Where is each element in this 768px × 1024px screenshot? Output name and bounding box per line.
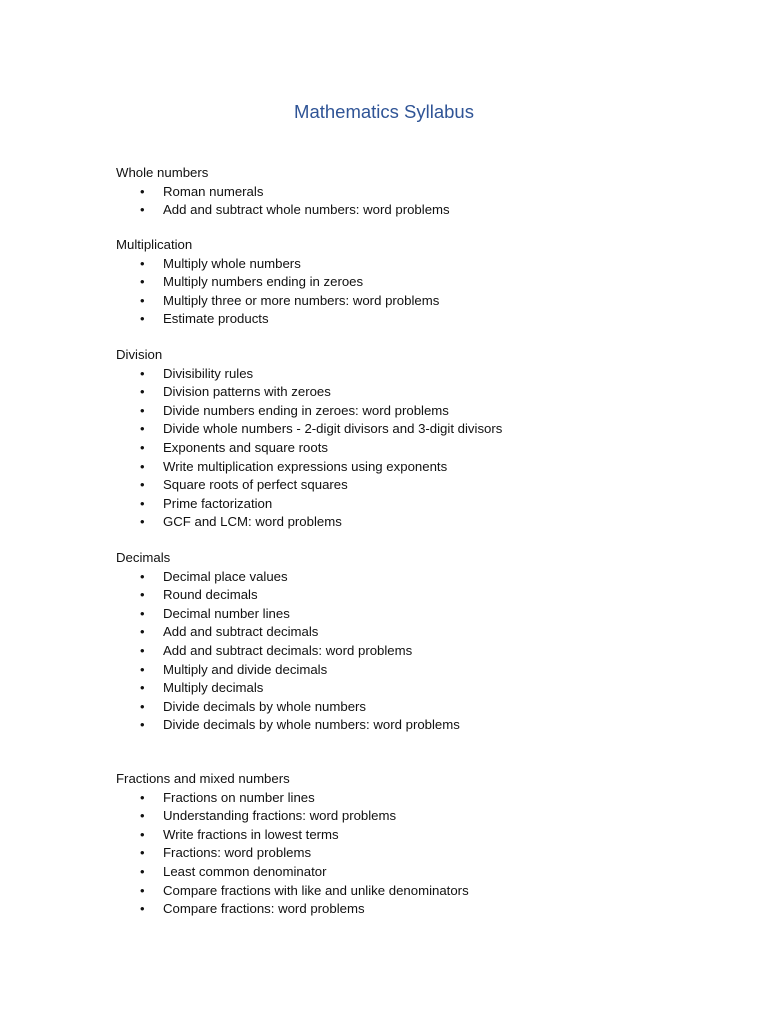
- list-item-text: Add and subtract whole numbers: word problems: [163, 202, 450, 218]
- list-item-text: Decimal number lines: [163, 605, 290, 621]
- bullet-icon: •: [140, 605, 145, 621]
- list-item-text: Exponents and square roots: [163, 439, 328, 455]
- list-item-text: Multiply three or more numbers: word problems: [163, 292, 440, 308]
- topic-list: [116, 789, 716, 919]
- bullet-icon: •: [140, 202, 145, 218]
- bullet-icon: •: [140, 439, 145, 455]
- list-item: [116, 458, 716, 477]
- bullet-icon: •: [140, 789, 145, 805]
- list-item: [116, 255, 716, 274]
- list-item: [116, 789, 716, 808]
- section-heading: Division: [116, 347, 163, 362]
- bullet-icon: •: [140, 421, 145, 437]
- list-item-text: Understanding fractions: word problems: [163, 808, 397, 824]
- list-item-text: Divide decimals by whole numbers: [163, 698, 367, 714]
- list-item: [116, 513, 716, 532]
- list-item: [116, 623, 716, 642]
- list-item: [116, 420, 716, 439]
- list-item-text: GCF and LCM: word problems: [163, 514, 342, 530]
- bullet-icon: •: [140, 568, 145, 584]
- topic-list: [116, 183, 716, 220]
- list-item: [116, 586, 716, 605]
- bullet-icon: •: [140, 384, 145, 400]
- list-item-text: Compare fractions with like and unlike denominators: [163, 882, 469, 898]
- list-item: [116, 642, 716, 661]
- list-item-text: Divide whole numbers - 2-digit divisors and 3-digit divisors: [163, 421, 503, 437]
- list-item-text: Multiply numbers ending in zeroes: [163, 274, 364, 290]
- list-item-text: Decimal place values: [163, 568, 288, 584]
- list-item-text: Least common denominator: [163, 863, 327, 879]
- section-fractions-and-mixed-numbers: [116, 770, 716, 919]
- section-multiplication: [116, 236, 716, 329]
- list-item: [116, 863, 716, 882]
- bullet-icon: •: [140, 845, 145, 861]
- list-item-text: Add and subtract decimals: [163, 624, 319, 640]
- bullet-icon: •: [140, 292, 145, 308]
- bullet-icon: •: [140, 863, 145, 879]
- list-item: [116, 439, 716, 458]
- bullet-icon: •: [140, 311, 145, 327]
- section-division: [116, 346, 716, 532]
- bullet-icon: •: [140, 882, 145, 898]
- list-item: [116, 310, 716, 329]
- list-item-text: Divisibility rules: [163, 365, 254, 381]
- bullet-icon: •: [140, 624, 145, 640]
- section-whole-numbers: [116, 164, 716, 220]
- list-item-text: Divide decimals by whole numbers: word problems: [163, 717, 460, 733]
- list-item-text: Fractions on number lines: [163, 789, 315, 805]
- list-item-text: Add and subtract decimals: word problems: [163, 642, 413, 658]
- list-item: [116, 383, 716, 402]
- list-item: [116, 568, 716, 587]
- bullet-icon: •: [140, 365, 145, 381]
- list-item: [116, 292, 716, 311]
- topic-list: [116, 255, 716, 329]
- list-item: [116, 183, 716, 202]
- topic-list: [116, 365, 716, 532]
- bullet-icon: •: [140, 826, 145, 842]
- bullet-icon: •: [140, 680, 145, 696]
- list-item-text: Round decimals: [163, 587, 258, 603]
- section-decimals: [116, 549, 716, 735]
- list-item: [116, 882, 716, 901]
- bullet-icon: •: [140, 642, 145, 658]
- list-item: [116, 698, 716, 717]
- list-item: [116, 365, 716, 384]
- bullet-icon: •: [140, 458, 145, 474]
- list-item-text: Write fractions in lowest terms: [163, 826, 339, 842]
- list-item-text: Divide numbers ending in zeroes: word problems: [163, 402, 449, 418]
- bullet-icon: •: [140, 901, 145, 917]
- section-heading: Whole numbers: [116, 165, 209, 180]
- list-item-text: Prime factorization: [163, 495, 273, 511]
- section-heading: Multiplication: [116, 237, 193, 252]
- bullet-icon: •: [140, 495, 145, 511]
- bullet-icon: •: [140, 514, 145, 530]
- page-title: Mathematics Syllabus: [294, 101, 474, 122]
- list-item-text: Square roots of perfect squares: [163, 477, 348, 493]
- list-item: [116, 201, 716, 220]
- list-item: [116, 900, 716, 919]
- list-item: [116, 679, 716, 698]
- list-item-text: Roman numerals: [163, 183, 264, 199]
- bullet-icon: •: [140, 255, 145, 271]
- list-item: [116, 495, 716, 514]
- section-heading: Fractions and mixed numbers: [116, 771, 290, 786]
- bullet-icon: •: [140, 808, 145, 824]
- list-item-text: Compare fractions: word problems: [163, 901, 365, 917]
- list-item: [116, 844, 716, 863]
- bullet-icon: •: [140, 402, 145, 418]
- list-item-text: Multiply decimals: [163, 680, 264, 696]
- bullet-icon: •: [140, 587, 145, 603]
- bullet-icon: •: [140, 661, 145, 677]
- bullet-icon: •: [140, 477, 145, 493]
- list-item: [116, 605, 716, 624]
- list-item: [116, 716, 716, 735]
- bullet-icon: •: [140, 698, 145, 714]
- list-item-text: Division patterns with zeroes: [163, 384, 331, 400]
- list-item-text: Estimate products: [163, 311, 269, 327]
- list-item: [116, 402, 716, 421]
- list-item: [116, 826, 716, 845]
- list-item: [116, 476, 716, 495]
- bullet-icon: •: [140, 717, 145, 733]
- topic-list: [116, 568, 716, 735]
- section-heading: Decimals: [116, 550, 171, 565]
- list-item: [116, 661, 716, 680]
- list-item-text: Fractions: word problems: [163, 845, 312, 861]
- list-item-text: Write multiplication expressions using exponents: [163, 458, 448, 474]
- list-item-text: Multiply and divide decimals: [163, 661, 328, 677]
- list-item: [116, 807, 716, 826]
- list-item: [116, 273, 716, 292]
- bullet-icon: •: [140, 183, 145, 199]
- list-item-text: Multiply whole numbers: [163, 255, 301, 271]
- bullet-icon: •: [140, 274, 145, 290]
